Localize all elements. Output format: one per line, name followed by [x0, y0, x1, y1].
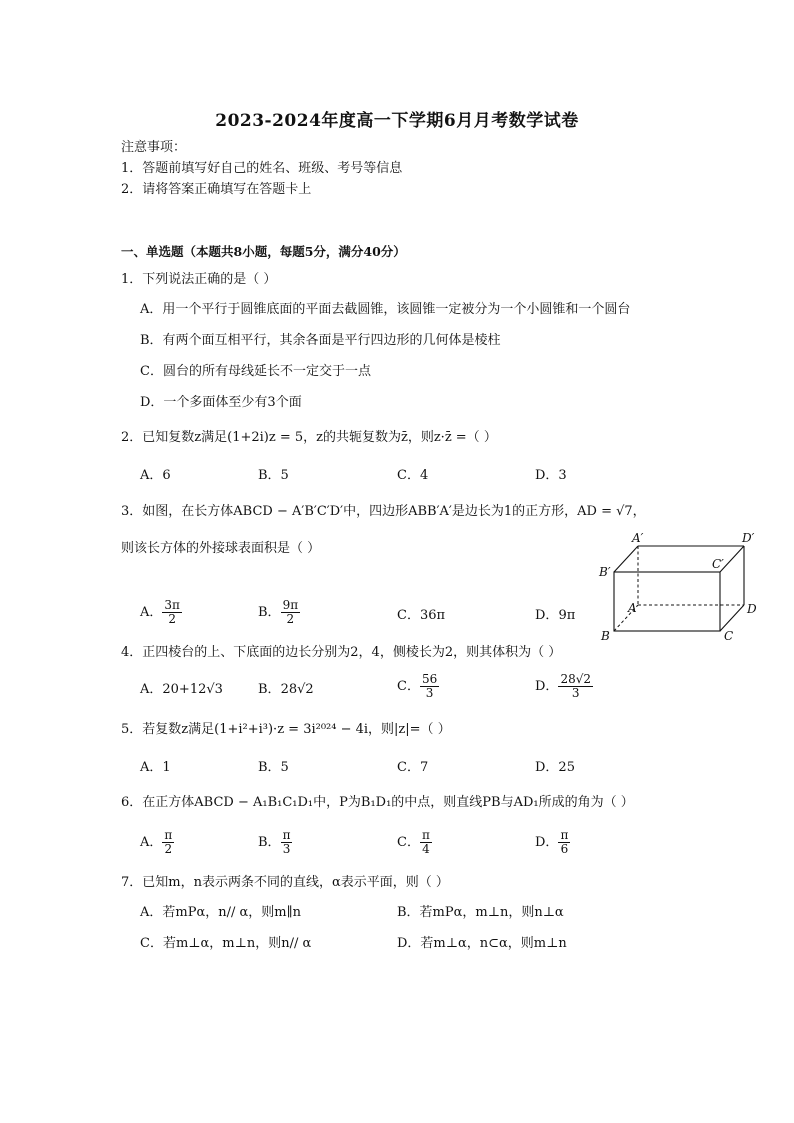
vertex-label: C′: [712, 557, 724, 571]
option: C．圆台的所有母线延长不一定交于一点: [140, 364, 371, 379]
vertex-label: D′: [742, 531, 755, 545]
option: D．3: [535, 468, 567, 483]
option-label: C．: [397, 835, 420, 850]
option-label: A．: [140, 682, 163, 697]
option: [535, 608, 575, 624]
vertex-label: B: [601, 629, 610, 643]
option: [140, 829, 174, 856]
notice-item: 2．请将答案正确填写在答题卡上: [121, 182, 312, 197]
numerator: 9π: [282, 598, 299, 612]
fraction: [162, 599, 182, 626]
edge: [614, 546, 638, 572]
page-title: 2023-2024年度高一下学期6月月考数学试卷: [215, 111, 579, 131]
vertex-label: D: [747, 602, 757, 616]
fraction: [558, 673, 593, 700]
denominator: 2: [286, 612, 295, 626]
denominator: 2: [168, 612, 176, 626]
fraction: [420, 829, 432, 856]
option: A．1: [140, 760, 171, 775]
option: [397, 829, 432, 856]
option-label: B．: [258, 682, 281, 697]
question-stem-continued: 则该长方体的外接球表面积是（ ）: [121, 541, 321, 556]
option: B．若mPα，m⊥n，则n⊥α: [397, 905, 564, 920]
fraction: [162, 829, 174, 856]
fraction: [281, 829, 293, 856]
vertex-label: A′: [632, 531, 644, 545]
option-label: A．: [140, 835, 163, 850]
question-stem: 5．若复数z满足(1+i²+i³)·z = 3i²⁰²⁴ − 4i，则|z|=（ ）: [121, 722, 451, 737]
option: D．25: [535, 760, 575, 775]
notice-item: 1．答题前填写好自己的姓名、班级、考号等信息: [121, 161, 403, 176]
option: A．用一个平行于圆锥底面的平面去截圆锥，该圆锥一定被分为一个小圆锥和一个圆台: [140, 302, 631, 317]
fraction: [420, 673, 439, 700]
denominator: 6: [560, 842, 569, 856]
numerator: 3π: [164, 598, 180, 612]
question-stem: 2．已知复数z满足(1+2i)z = 5，z的共轭复数为z̄，则z·z̄ =（ ）: [121, 430, 497, 445]
vertex-label: B′: [599, 565, 611, 579]
option: [397, 608, 445, 624]
fraction: [558, 829, 570, 856]
fraction: [281, 599, 301, 626]
option-label: D．: [535, 608, 559, 623]
vertex-label: A: [628, 601, 637, 615]
cuboid-diagram: [596, 532, 766, 647]
option: [140, 682, 223, 698]
option: [535, 673, 593, 700]
question-stem: 6．在正方体ABCD − A₁B₁C₁D₁中，P为B₁D₁的中点，则直线PB与AD₁所成的角为（ ）: [121, 795, 634, 810]
option: [397, 673, 439, 700]
option-label: A．: [140, 605, 163, 620]
option-label: C．: [397, 679, 420, 694]
option-value: 28√2: [280, 682, 314, 697]
numerator: 28√2: [560, 672, 591, 686]
option: [140, 599, 182, 626]
numerator: π: [421, 828, 430, 842]
option: A．若mPα，n// α，则m∥n: [140, 905, 301, 920]
option-label: D．: [535, 835, 559, 850]
option: [535, 829, 570, 856]
option: B．5: [258, 760, 289, 775]
option: D．一个多面体至少有3个面: [140, 395, 302, 410]
option-label: B．: [258, 835, 281, 850]
option-value: 36π: [419, 608, 446, 623]
option-label: B．: [258, 605, 281, 620]
numerator: 56: [421, 672, 438, 686]
option: C．7: [397, 760, 429, 775]
numerator: π: [560, 828, 569, 842]
question-stem: 7．已知m，n表示两条不同的直线，α表示平面，则（ ）: [121, 875, 449, 890]
denominator: 3: [571, 686, 580, 700]
option-value: 9π: [558, 608, 576, 623]
option: A．6: [140, 468, 171, 483]
cuboid-figure: [596, 532, 766, 647]
option: D．若m⊥α，n⊂α，则m⊥n: [397, 936, 567, 951]
question-stem: 1．下列说法正确的是（ ）: [121, 272, 277, 287]
numerator: π: [282, 828, 291, 842]
section-heading: 一、单选题（本题共8小题，每题5分，满分40分）: [121, 244, 406, 259]
option: C．4: [397, 468, 429, 483]
option-label: C．: [397, 608, 420, 623]
notice-heading: 注意事项：: [121, 140, 187, 155]
denominator: 3: [425, 686, 434, 700]
denominator: 2: [164, 842, 173, 856]
option: [258, 599, 300, 626]
option-value: 20+12√3: [162, 682, 223, 697]
option: B．5: [258, 468, 289, 483]
option: B．有两个面互相平行，其余各面是平行四边形的几何体是棱柱: [140, 333, 501, 348]
option: C．若m⊥α，m⊥n，则n// α: [140, 936, 312, 951]
numerator: π: [164, 828, 173, 842]
vertex-label: C: [724, 629, 734, 643]
edge: [720, 605, 744, 631]
denominator: 3: [282, 842, 291, 856]
option: [258, 829, 292, 856]
question-stem: 3．如图，在长方体ABCD − A′B′C′D′中，四边形ABB′A′是边长为1的正方形，AD = √7，: [121, 504, 646, 519]
question-stem: 4．正四棱台的上、下底面的边长分别为2，4，侧棱长为2，则其体积为（ ）: [121, 645, 562, 660]
denominator: 4: [422, 842, 430, 856]
option: [258, 682, 314, 698]
option-label: D．: [535, 679, 559, 694]
